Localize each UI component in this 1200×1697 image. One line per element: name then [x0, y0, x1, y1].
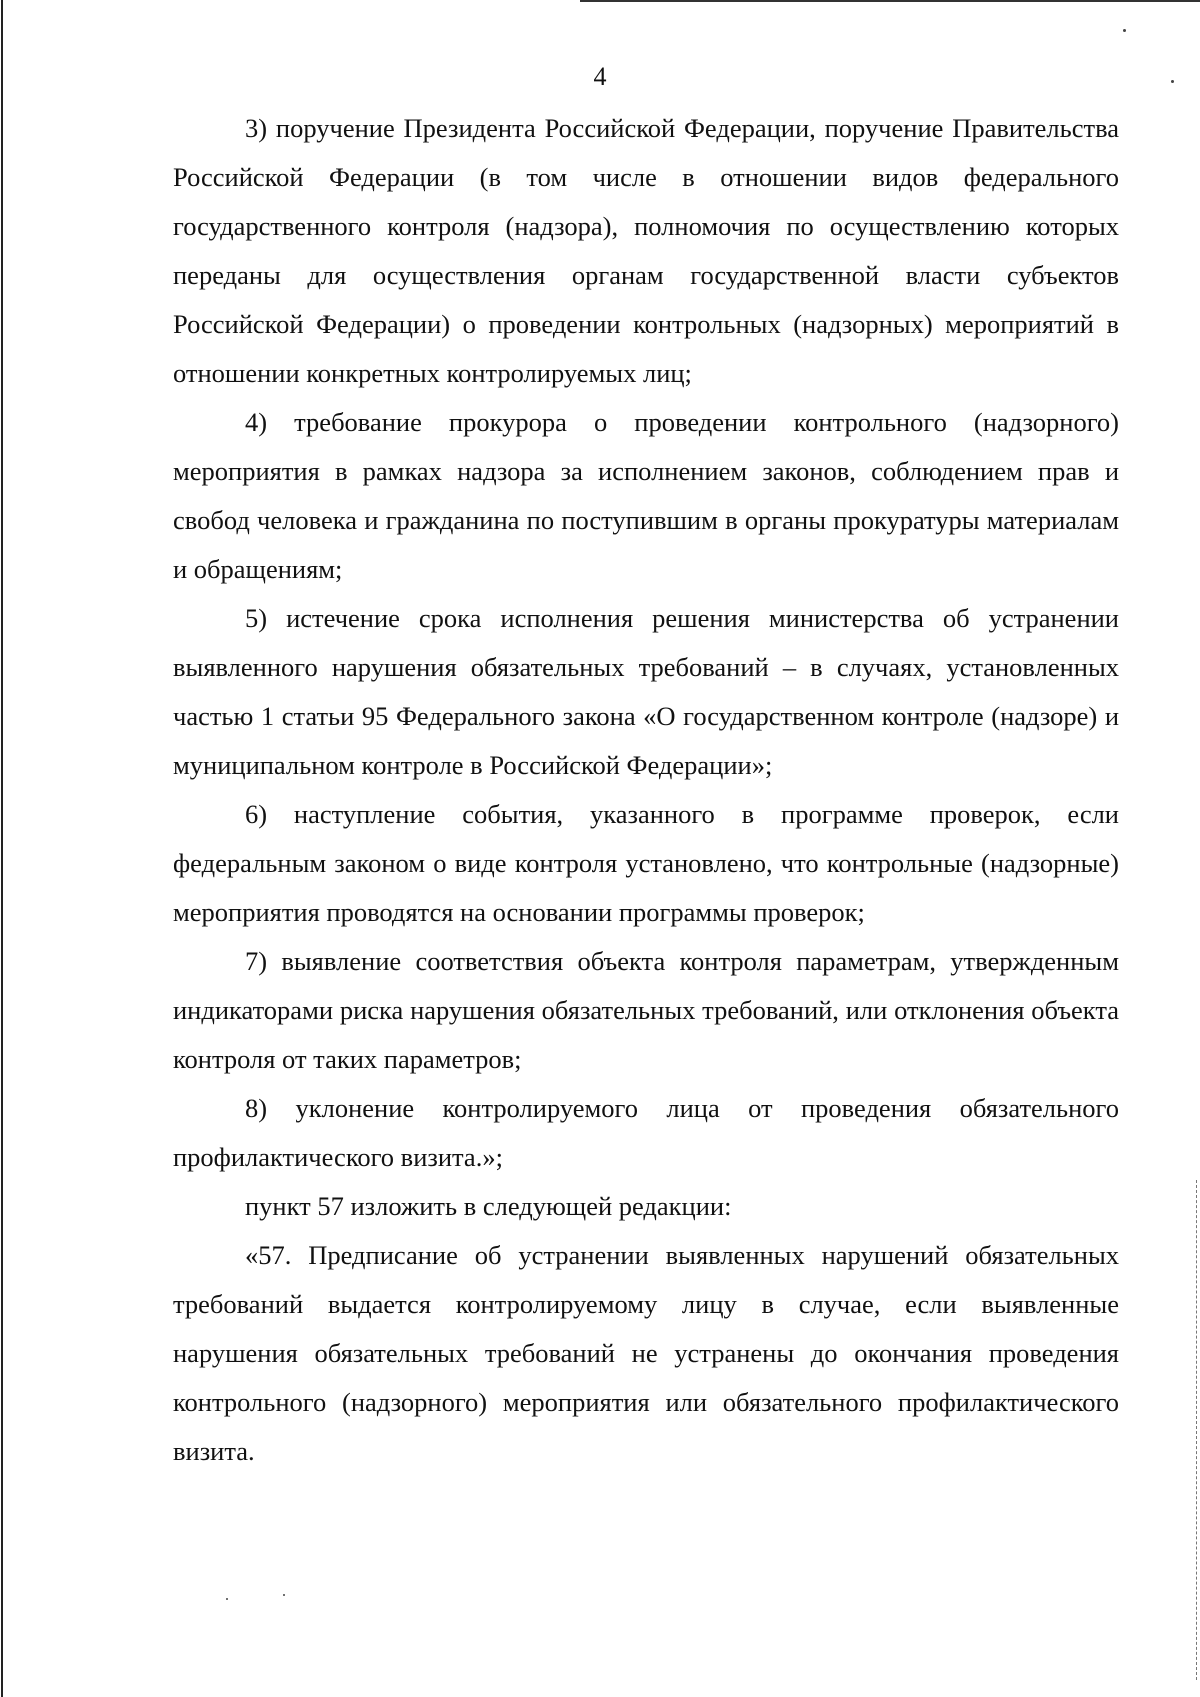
scan-edge-left — [1, 0, 3, 1697]
paragraph-item-3: 3) поручение Президента Российской Федерации, поручение Правительства Российской Федерации (в том числе в отношении видов федерального государственного контроля (надзора), полномочия по осуществлению которых переданы для осуществления органам государственной власти субъектов Российской Федерации) о проведении контрольных (надзорных) мероприятий в отношении конкретных контролируемых лиц; — [173, 112, 1119, 388]
paragraph-item-4: 4) требование прокурора о проведении контрольного (надзорного) мероприятия в рамках надзора за исполнением законов, соблюдением прав и свобод человека и гражданина по поступившим в органы прокуратуры материалам и обращениям; — [173, 406, 1119, 584]
document-body — [173, 104, 1119, 1476]
paragraph-amendment-instruction: пункт 57 изложить в следующей редакции: — [245, 1190, 732, 1221]
scan-speck — [1123, 29, 1126, 32]
page-number: 4 — [593, 62, 607, 91]
scan-speck — [226, 1598, 228, 1600]
paragraph-item-5: 5) истечение срока исполнения решения министерства об устранении выявленного нарушения обязательных требований – в случаях, установленных частью 1 статьи 95 Федерального закона «О государственном контроле (надзоре) и муниципальном контроле в Российской Федерации»; — [173, 602, 1119, 780]
paragraph-item-6: 6) наступление события, указанного в программе проверок, если федеральным законом о виде контроля установлено, что контрольные (надзорные) мероприятия проводятся на основании программы проверок; — [173, 798, 1119, 927]
scan-speck — [283, 1594, 285, 1596]
paragraph-item-8: 8) уклонение контролируемого лица от проведения обязательного профилактического визита.»; — [173, 1092, 1119, 1172]
scan-edge-top — [580, 0, 1200, 2]
scan-edge-right — [1196, 1180, 1198, 1680]
paragraph-item-7: 7) выявление соответствия объекта контроля параметрам, утвержденным индикаторами риска нарушения обязательных требований, или отклонения объекта контроля от таких параметров; — [173, 945, 1119, 1074]
paragraph-clause-57: «57. Предписание об устранении выявленных нарушений обязательных требований выдается контролируемому лицу в случае, если выявленные нарушения обязательных требований не устранены до окончания проведения контрольного (надзорного) мероприятия или обязательного профилактического визита. — [173, 1239, 1119, 1466]
